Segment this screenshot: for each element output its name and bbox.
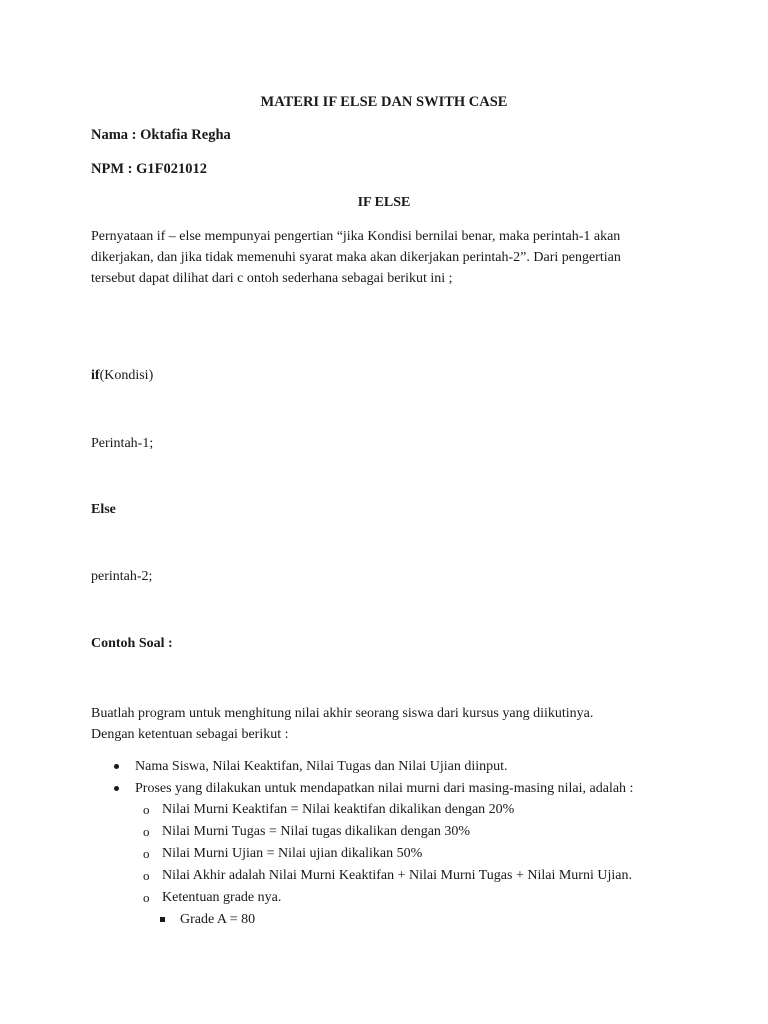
document-title: MATERI IF ELSE DAN SWITH CASE [260,94,508,110]
list-item: Nilai Akhir adalah Nilai Murni Keaktifan + Nilai Murni Tugas + Nilai Murni Ujian. [162,868,632,883]
bullet-circle-icon: o [143,846,150,861]
intro-line: tersebut dapat dilihat dari c ontoh sederhana sebagai berikut ini ; [91,271,453,286]
if-condition: (Kondisi) [99,368,154,383]
intro-line: Pernyataan if – else mempunyai pengertian “jika Kondisi bernilai benar, maka perintah-1 akan [91,229,621,244]
bullet-dot-icon [114,764,119,769]
code-else-keyword: Else [91,502,116,517]
bullet-circle-icon: o [143,802,150,817]
intro-paragraph [91,226,691,289]
if-keyword: if [91,368,100,383]
list-item: Nilai Murni Ujian = Nilai ujian dikalikan 50% [162,846,423,861]
list-item: Ketentuan grade nya. [162,890,282,905]
list-item: Nama Siswa, Nilai Keaktifan, Nilai Tugas dan Nilai Ujian diinput. [135,759,508,774]
bullet-square-icon [160,917,165,922]
student-npm: NPM : G1F021012 [91,161,207,177]
intro-line: dikerjakan, dan jika tidak memenuhi syarat maka akan dikerjakan perintah-2”. Dari pengertian [91,250,621,265]
bullet-circle-icon: o [143,868,150,883]
problem-line: Dengan ketentuan sebagai berikut : [91,727,289,742]
problem-line: Buatlah program untuk menghitung nilai akhir seorang siswa dari kursus yang diikutinya. [91,706,594,721]
example-heading: Contoh Soal : [91,636,173,651]
list-item: Nilai Murni Keaktifan = Nilai keaktifan dikalikan dengan 20% [162,802,515,817]
bullet-circle-icon: o [143,824,150,839]
list-item: Nilai Murni Tugas = Nilai tugas dikalikan dengan 30% [162,824,471,839]
code-command-2: perintah-2; [91,569,153,584]
problem-paragraph [91,703,691,745]
list-item: Grade A = 80 [180,912,256,927]
bullet-circle-icon: o [143,890,150,905]
code-if-line [91,368,153,384]
code-command-1: Perintah-1; [91,436,154,451]
bullet-dot-icon [114,786,119,791]
student-name: Nama : Oktafia Regha [91,127,231,143]
section-title-if-else: IF ELSE [357,195,411,210]
list-item: Proses yang dilakukan untuk mendapatkan nilai murni dari masing-masing nilai, adalah : [135,781,634,796]
